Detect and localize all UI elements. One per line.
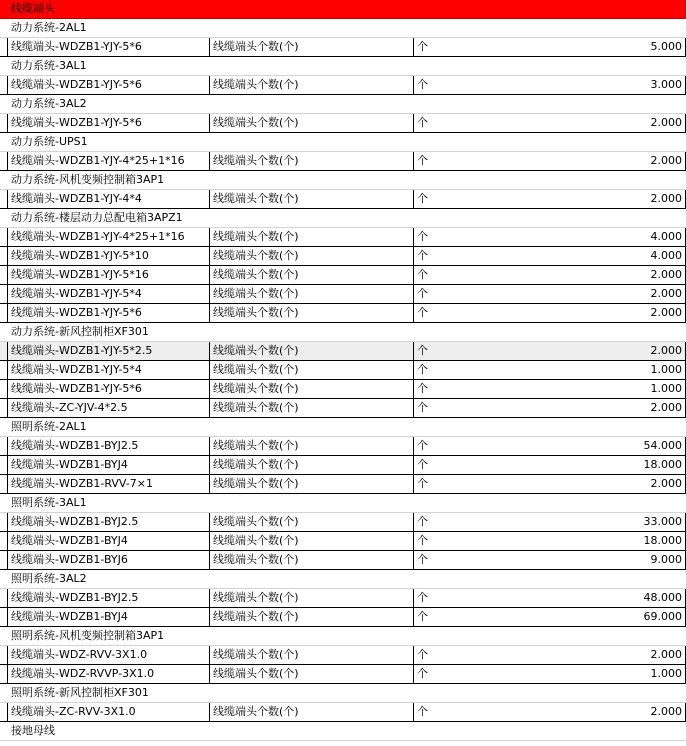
group-row[interactable] xyxy=(0,57,687,76)
item-qty-cell[interactable]: 1.000 xyxy=(453,665,686,683)
item-desc-cell[interactable]: 线缆端头个数(个) xyxy=(209,304,413,322)
table-body xyxy=(0,19,687,741)
item-desc-cell[interactable]: 线缆端头个数(个) xyxy=(209,703,413,721)
table-row[interactable] xyxy=(0,665,687,684)
group-title-cell[interactable]: 照明系统-3AL2 xyxy=(11,572,87,585)
item-name-cell[interactable]: 线缆端头-WDZB1-BYJ2.5 xyxy=(7,513,209,531)
item-name-cell[interactable]: 线缆端头-WDZB1-YJY-5*6 xyxy=(7,380,209,398)
group-title-cell[interactable]: 动力系统-3AL1 xyxy=(11,59,87,72)
table-row[interactable] xyxy=(0,304,687,323)
item-name-cell[interactable]: 线缆端头-WDZB1-BYJ4 xyxy=(7,608,209,626)
item-name-cell[interactable]: 线缆端头-WDZB1-YJY-5*2.5 xyxy=(7,342,209,360)
table-row[interactable] xyxy=(0,152,687,171)
item-name-cell[interactable]: 线缆端头-WDZB1-RVV-7×1 xyxy=(7,475,209,493)
item-qty-cell[interactable]: 54.000 xyxy=(453,437,686,455)
item-desc-cell[interactable]: 线缆端头个数(个) xyxy=(209,190,413,208)
item-unit-cell[interactable]: 个 xyxy=(413,380,453,398)
item-desc-cell[interactable]: 线缆端头个数(个) xyxy=(209,646,413,664)
table-row[interactable] xyxy=(0,247,687,266)
table-row[interactable] xyxy=(0,551,687,570)
table-row[interactable] xyxy=(0,513,687,532)
table-row[interactable] xyxy=(0,38,687,57)
item-desc-cell[interactable]: 线缆端头个数(个) xyxy=(209,475,413,493)
item-desc-cell[interactable]: 线缆端头个数(个) xyxy=(209,342,413,360)
table-row[interactable] xyxy=(0,589,687,608)
item-qty-cell[interactable]: 5.000 xyxy=(453,38,686,56)
item-unit-cell[interactable]: 个 xyxy=(413,76,453,94)
item-qty-cell[interactable]: 2.000 xyxy=(453,152,686,170)
item-name-cell[interactable]: 线缆端头-WDZ-RVV-3X1.0 xyxy=(7,646,209,664)
group-row[interactable] xyxy=(0,323,687,342)
item-desc-cell[interactable]: 线缆端头个数(个) xyxy=(209,114,413,132)
item-qty-cell[interactable]: 2.000 xyxy=(453,475,686,493)
table-row[interactable] xyxy=(0,114,687,133)
item-name-cell[interactable]: 线缆端头-WDZB1-BYJ4 xyxy=(7,532,209,550)
item-name-cell[interactable]: 线缆端头-WDZB1-YJY-5*6 xyxy=(7,76,209,94)
table-row[interactable] xyxy=(0,646,687,665)
item-desc-cell[interactable]: 线缆端头个数(个) xyxy=(209,589,413,607)
item-desc-cell[interactable]: 线缆端头个数(个) xyxy=(209,361,413,379)
item-unit-cell[interactable]: 个 xyxy=(413,475,453,493)
group-title-cell[interactable]: 照明系统-2AL1 xyxy=(11,420,87,433)
item-unit-cell[interactable]: 个 xyxy=(413,152,453,170)
group-row[interactable] xyxy=(0,209,687,228)
item-qty-cell[interactable]: 2.000 xyxy=(453,342,686,360)
section-header-cell[interactable]: 线缆端头 xyxy=(11,2,55,15)
item-unit-cell[interactable]: 个 xyxy=(413,646,453,664)
item-qty-cell[interactable]: 2.000 xyxy=(453,285,686,303)
group-title-cell[interactable]: 动力系统-UPS1 xyxy=(11,135,88,148)
item-name-cell[interactable]: 线缆端头-WDZB1-YJY-5*6 xyxy=(7,38,209,56)
item-name-cell[interactable]: 线缆端头-ZC-YJV-4*2.5 xyxy=(7,399,209,417)
item-unit-cell[interactable]: 个 xyxy=(413,304,453,322)
item-name-cell[interactable]: 线缆端头-WDZB1-YJY-5*4 xyxy=(7,361,209,379)
item-name-cell[interactable]: 线缆端头-WDZB1-BYJ2.5 xyxy=(7,589,209,607)
item-desc-cell[interactable]: 线缆端头个数(个) xyxy=(209,399,413,417)
item-qty-cell[interactable]: 48.000 xyxy=(453,589,686,607)
group-title-cell[interactable]: 接地母线 xyxy=(11,724,55,737)
item-name-cell[interactable]: 线缆端头-WDZB1-YJY-4*4 xyxy=(7,190,209,208)
item-desc-cell[interactable]: 线缆端头个数(个) xyxy=(209,608,413,626)
item-desc-cell[interactable]: 线缆端头个数(个) xyxy=(209,247,413,265)
table-row[interactable] xyxy=(0,361,687,380)
table-row[interactable] xyxy=(0,285,687,304)
item-qty-cell[interactable]: 2.000 xyxy=(453,190,686,208)
item-unit-cell[interactable]: 个 xyxy=(413,399,453,417)
item-name-cell[interactable]: 线缆端头-WDZB1-YJY-4*25+1*16 xyxy=(7,228,209,246)
table-row[interactable] xyxy=(0,475,687,494)
item-qty-cell[interactable]: 2.000 xyxy=(453,266,686,284)
item-qty-cell[interactable]: 3.000 xyxy=(453,76,686,94)
item-qty-cell[interactable]: 2.000 xyxy=(453,646,686,664)
item-desc-cell[interactable]: 线缆端头个数(个) xyxy=(209,266,413,284)
item-qty-cell[interactable]: 33.000 xyxy=(453,513,686,531)
item-qty-cell[interactable]: 4.000 xyxy=(453,247,686,265)
item-desc-cell[interactable]: 线缆端头个数(个) xyxy=(209,532,413,550)
group-title-cell[interactable]: 动力系统-风机变频控制箱3AP1 xyxy=(11,173,165,186)
table-row[interactable] xyxy=(0,532,687,551)
group-row[interactable] xyxy=(0,627,687,646)
item-unit-cell[interactable]: 个 xyxy=(413,703,453,721)
item-unit-cell[interactable]: 个 xyxy=(413,437,453,455)
item-name-cell[interactable]: 线缆端头-WDZB1-BYJ6 xyxy=(7,551,209,569)
item-desc-cell[interactable]: 线缆端头个数(个) xyxy=(209,228,413,246)
item-name-cell[interactable]: 线缆端头-ZC-RVV-3X1.0 xyxy=(7,703,209,721)
item-name-cell[interactable]: 线缆端头-WDZB1-BYJ4 xyxy=(7,456,209,474)
group-title-cell[interactable]: 动力系统-新风控制柜XF301 xyxy=(11,325,149,338)
item-unit-cell[interactable]: 个 xyxy=(413,551,453,569)
table-row[interactable] xyxy=(0,228,687,247)
item-unit-cell[interactable]: 个 xyxy=(413,247,453,265)
table-row[interactable] xyxy=(0,703,687,722)
item-desc-cell[interactable]: 线缆端头个数(个) xyxy=(209,437,413,455)
item-name-cell[interactable]: 线缆端头-WDZ-RVVP-3X1.0 xyxy=(7,665,209,683)
item-qty-cell[interactable]: 18.000 xyxy=(453,456,686,474)
table-row[interactable] xyxy=(0,380,687,399)
item-unit-cell[interactable]: 个 xyxy=(413,589,453,607)
item-unit-cell[interactable]: 个 xyxy=(413,608,453,626)
table-row[interactable] xyxy=(0,76,687,95)
group-title-cell[interactable]: 动力系统-3AL2 xyxy=(11,97,87,110)
table-row[interactable] xyxy=(0,342,687,361)
item-desc-cell[interactable]: 线缆端头个数(个) xyxy=(209,456,413,474)
item-desc-cell[interactable]: 线缆端头个数(个) xyxy=(209,380,413,398)
item-name-cell[interactable]: 线缆端头-WDZB1-YJY-5*16 xyxy=(7,266,209,284)
group-title-cell[interactable]: 动力系统-楼层动力总配电箱3APZ1 xyxy=(11,211,183,224)
item-unit-cell[interactable]: 个 xyxy=(413,114,453,132)
table-row[interactable] xyxy=(0,456,687,475)
item-desc-cell[interactable]: 线缆端头个数(个) xyxy=(209,285,413,303)
table-row[interactable] xyxy=(0,190,687,209)
item-qty-cell[interactable]: 69.000 xyxy=(453,608,686,626)
item-desc-cell[interactable]: 线缆端头个数(个) xyxy=(209,665,413,683)
item-desc-cell[interactable]: 线缆端头个数(个) xyxy=(209,152,413,170)
item-qty-cell[interactable]: 2.000 xyxy=(453,114,686,132)
item-unit-cell[interactable]: 个 xyxy=(413,361,453,379)
group-row[interactable] xyxy=(0,418,687,437)
item-unit-cell[interactable]: 个 xyxy=(413,190,453,208)
item-unit-cell[interactable]: 个 xyxy=(413,456,453,474)
group-row[interactable] xyxy=(0,171,687,190)
item-name-cell[interactable]: 线缆端头-WDZB1-YJY-4*25+1*16 xyxy=(7,152,209,170)
item-qty-cell[interactable]: 2.000 xyxy=(453,399,686,417)
group-row[interactable] xyxy=(0,95,687,114)
group-title-cell[interactable]: 照明系统-风机变频控制箱3AP1 xyxy=(11,629,165,642)
item-unit-cell[interactable]: 个 xyxy=(413,266,453,284)
item-unit-cell[interactable]: 个 xyxy=(413,665,453,683)
table-row[interactable] xyxy=(0,266,687,285)
group-row[interactable] xyxy=(0,133,687,152)
group-row[interactable] xyxy=(0,494,687,513)
group-row[interactable] xyxy=(0,684,687,703)
table-row[interactable] xyxy=(0,608,687,627)
item-desc-cell[interactable]: 线缆端头个数(个) xyxy=(209,551,413,569)
item-qty-cell[interactable]: 18.000 xyxy=(453,532,686,550)
item-unit-cell[interactable]: 个 xyxy=(413,513,453,531)
item-unit-cell[interactable]: 个 xyxy=(413,228,453,246)
item-desc-cell[interactable]: 线缆端头个数(个) xyxy=(209,38,413,56)
section-header-row[interactable] xyxy=(0,0,687,19)
group-title-cell[interactable]: 照明系统-3AL1 xyxy=(11,496,87,509)
item-unit-cell[interactable]: 个 xyxy=(413,532,453,550)
item-qty-cell[interactable]: 1.000 xyxy=(453,361,686,379)
item-unit-cell[interactable]: 个 xyxy=(413,285,453,303)
table-row[interactable] xyxy=(0,399,687,418)
item-qty-cell[interactable]: 2.000 xyxy=(453,304,686,322)
group-title-cell[interactable]: 照明系统-新风控制柜XF301 xyxy=(11,686,149,699)
item-name-cell[interactable]: 线缆端头-WDZB1-YJY-5*6 xyxy=(7,114,209,132)
group-row[interactable] xyxy=(0,570,687,589)
item-qty-cell[interactable]: 9.000 xyxy=(453,551,686,569)
table-row[interactable] xyxy=(0,437,687,456)
item-name-cell[interactable]: 线缆端头-WDZB1-YJY-5*10 xyxy=(7,247,209,265)
group-row[interactable] xyxy=(0,19,687,38)
item-unit-cell[interactable]: 个 xyxy=(413,38,453,56)
item-desc-cell[interactable]: 线缆端头个数(个) xyxy=(209,76,413,94)
item-qty-cell[interactable]: 1.000 xyxy=(453,380,686,398)
item-name-cell[interactable]: 线缆端头-WDZB1-YJY-5*6 xyxy=(7,304,209,322)
item-desc-cell[interactable]: 线缆端头个数(个) xyxy=(209,513,413,531)
item-qty-cell[interactable]: 2.000 xyxy=(453,703,686,721)
item-qty-cell[interactable]: 4.000 xyxy=(453,228,686,246)
group-title-cell[interactable]: 动力系统-2AL1 xyxy=(11,21,87,34)
group-row[interactable] xyxy=(0,722,687,741)
item-name-cell[interactable]: 线缆端头-WDZB1-BYJ2.5 xyxy=(7,437,209,455)
item-name-cell[interactable]: 线缆端头-WDZB1-YJY-5*4 xyxy=(7,285,209,303)
item-unit-cell[interactable]: 个 xyxy=(413,342,453,360)
